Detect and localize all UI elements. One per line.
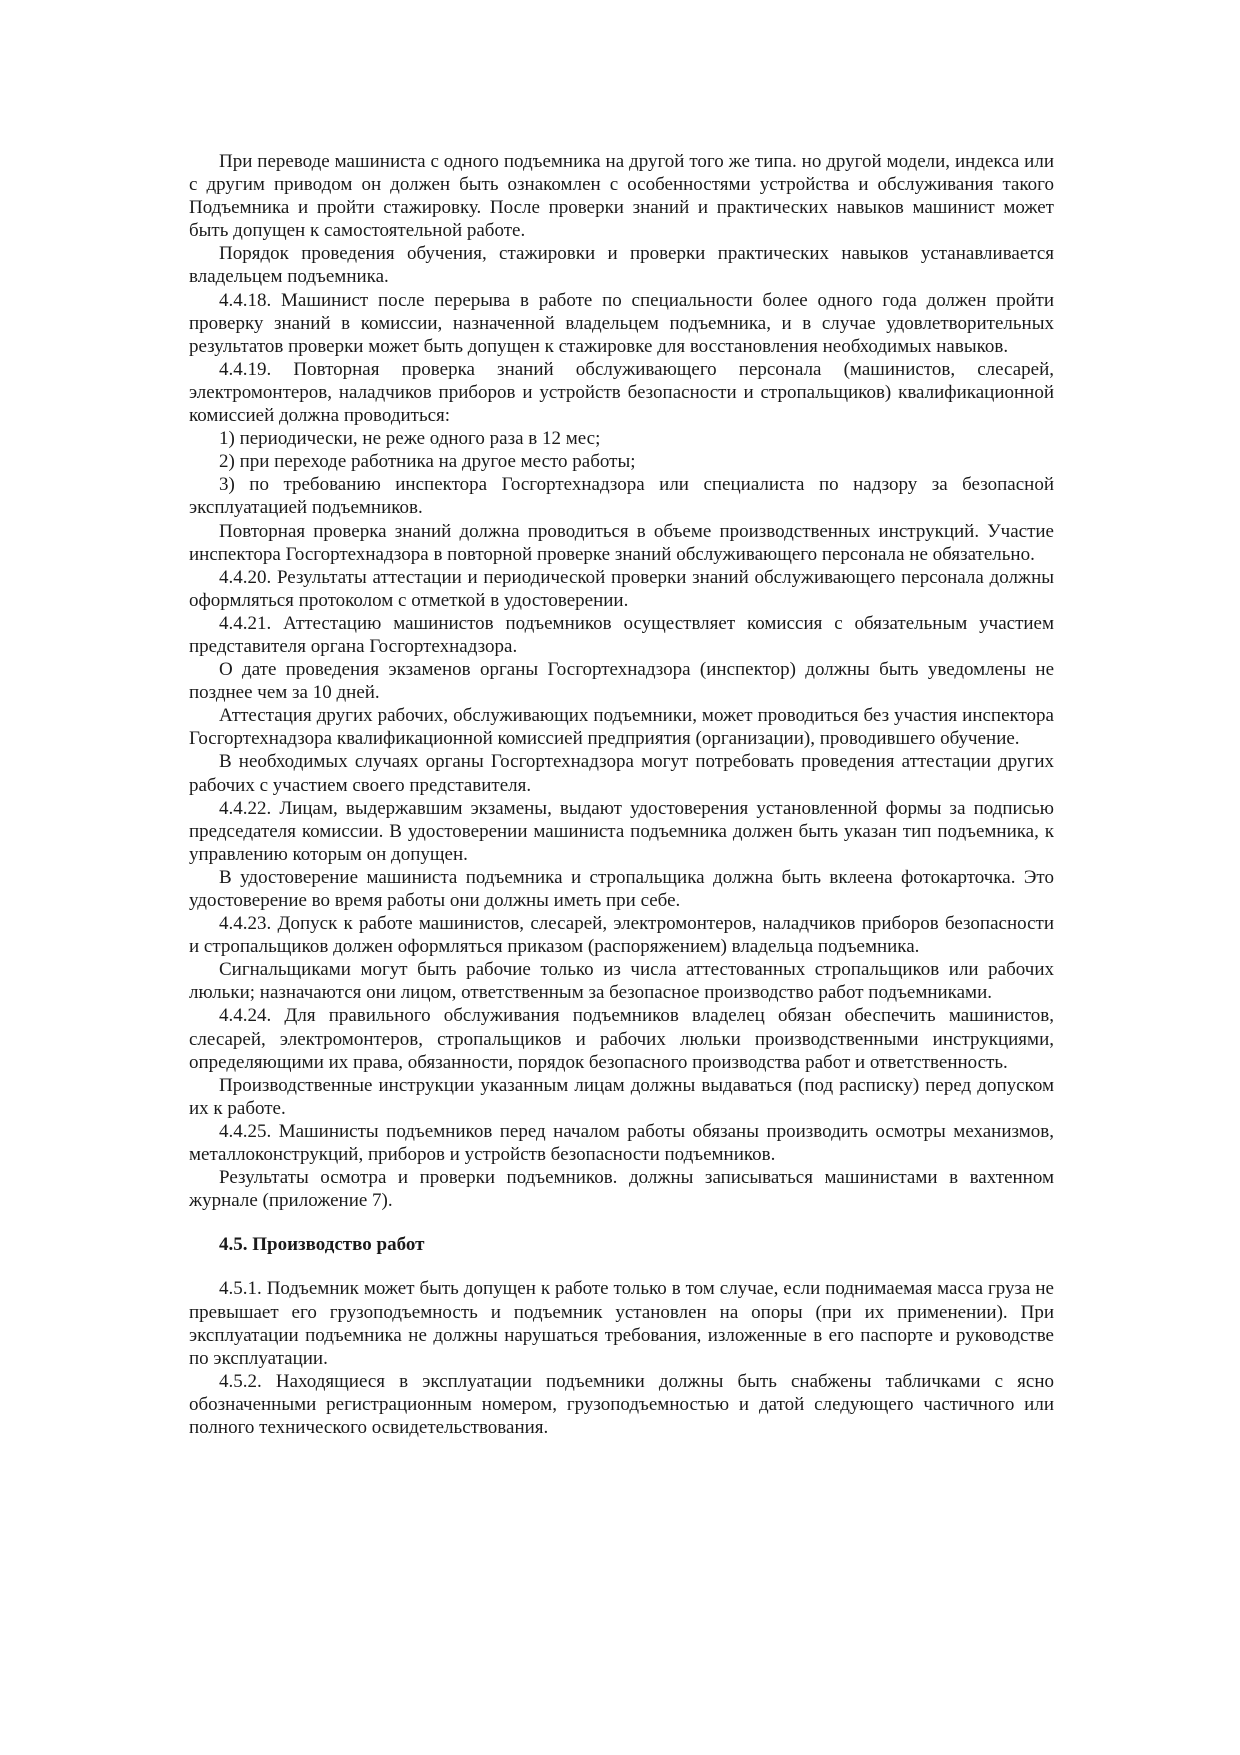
paragraph: 4.4.19. Повторная проверка знаний обслуживающего персонала (машинистов, слесарей, электромонтеров, наладчиков приборов и устройств безопасности и стропальщиков) квалификационной комиссией должна проводиться: (189, 358, 1054, 427)
paragraph: 4.4.24. Для правильного обслуживания подъемников владелец обязан обеспечить машинистов, слесарей, электромонтеров, стропальщиков и рабочих люльки производственными инструкциями, определяющими их права, обязанности, порядок безопасного производства работ и ответственность. (189, 1005, 1054, 1073)
paragraph: Аттестация других рабочих, обслуживающих подъемники, может проводиться без участия инспектора Госгортехнадзора квалификационной комиссией предприятия (организации), проводившего обучение. (189, 705, 1054, 750)
paragraph: В необходимых случаях органы Госгортехнадзора могут потребовать проведения аттестации других рабочих с участием своего представителя. (189, 751, 1054, 796)
section-heading: 4.5. Производство работ (219, 1234, 425, 1256)
paragraph: 4.4.18. Машинист после перерыва в работе по специальности более одного года должен пройти проверку знаний в комиссии, назначенной владельцем подъемника, и в случае удовлетворительных результатов проверки может быть допущен к стажировке для восстановления необходимых навыков. (189, 289, 1054, 357)
paragraph: 4.5.2. Находящиеся в эксплуатации подъемники должны быть снабжены табличками с ясно обозначенными регистрационным номером, грузоподъемностью и датой следующего частичного или полного технического освидетельствования. (189, 1370, 1054, 1438)
document-page (189, 150, 1054, 1439)
paragraph: 4.4.23. Допуск к работе машинистов, слесарей, электромонтеров, наладчиков приборов безопасности и стропальщиков должен оформляться приказом (распоряжением) владельца подъемника. (189, 913, 1054, 958)
paragraph: Результаты осмотра и проверки подъемников. должны записываться машинистами в вахтенном журнале (приложение 7). (189, 1167, 1054, 1212)
list-item: 1) периодически, не реже одного раза в 12 мес; (219, 428, 601, 450)
list-item: 3) по требованию инспектора Госгортехнадзора или специалиста по надзору за безопасной эксплуатацией подъемников. (189, 474, 1054, 519)
paragraph: 4.4.20. Результаты аттестации и периодической проверки знаний обслуживающего персонала должны оформляться протоколом с отметкой в удостоверении. (189, 566, 1054, 611)
paragraph: О дате проведения экзаменов органы Госгортехнадзора (инспектор) должны быть уведомлены не позднее чем за 10 дней. (189, 659, 1054, 704)
list-item: 2) при переходе работника на другое место работы; (219, 451, 636, 473)
paragraph: 4.4.25. Машинисты подъемников перед началом работы обязаны производить осмотры механизмов, металлоконструкций, приборов и устройств безопасности подъемников. (189, 1120, 1054, 1166)
paragraph: Порядок проведения обучения, стажировки и проверки практических навыков устанавливается владельцем подъемника. (189, 243, 1054, 288)
paragraph: Производственные инструкции указанным лицам должны выдаваться (под расписку) перед допуском их к работе. (189, 1074, 1054, 1119)
paragraph: Повторная проверка знаний должна проводиться в объеме производственных инструкций. Участие инспектора Госгортехнадзора в повторной проверке знаний обслуживающего персонала не обязательно. (189, 520, 1054, 565)
paragraph: При переводе машиниста с одного подъемника на другой того же типа. но другой модели, индекса или с другим приводом он должен быть ознакомлен с особенностями устройства и обслуживания такого Подъемника и пройти стажировку. После проверки знаний и практических навыков машинист может быть допущен к самостоятельной работе. (189, 151, 1054, 242)
paragraph: 4.4.21. Аттестацию машинистов подъемников осуществляет комиссия с обязательным участием представителя органа Госгортехнадзора. (189, 612, 1054, 657)
paragraph: 4.4.22. Лицам, выдержавшим экзамены, выдают удостоверения установленной формы за подписью председателя комиссии. В удостоверении машиниста подъемника должен быть указан тип подъемника, к управлению которым он допущен. (189, 797, 1054, 865)
paragraph: Сигнальщиками могут быть рабочие только из числа аттестованных стропальщиков или рабочих люльки; назначаются они лицом, ответственным за безопасное производство работ подъемниками. (189, 959, 1054, 1004)
paragraph: 4.5.1. Подъемник может быть допущен к работе только в том случае, если поднимаемая масса груза не превышает его грузоподъемность и подъемник установлен на опоры (при их применении). При эксплуатации подъемника не должны нарушаться требования, изложенные в его паспорте и руководстве по эксплуатации. (189, 1278, 1054, 1369)
paragraph: В удостоверение машиниста подъемника и стропальщика должна быть вклеена фотокарточка. Это удостоверение во время работы они должны иметь при себе. (189, 866, 1054, 911)
